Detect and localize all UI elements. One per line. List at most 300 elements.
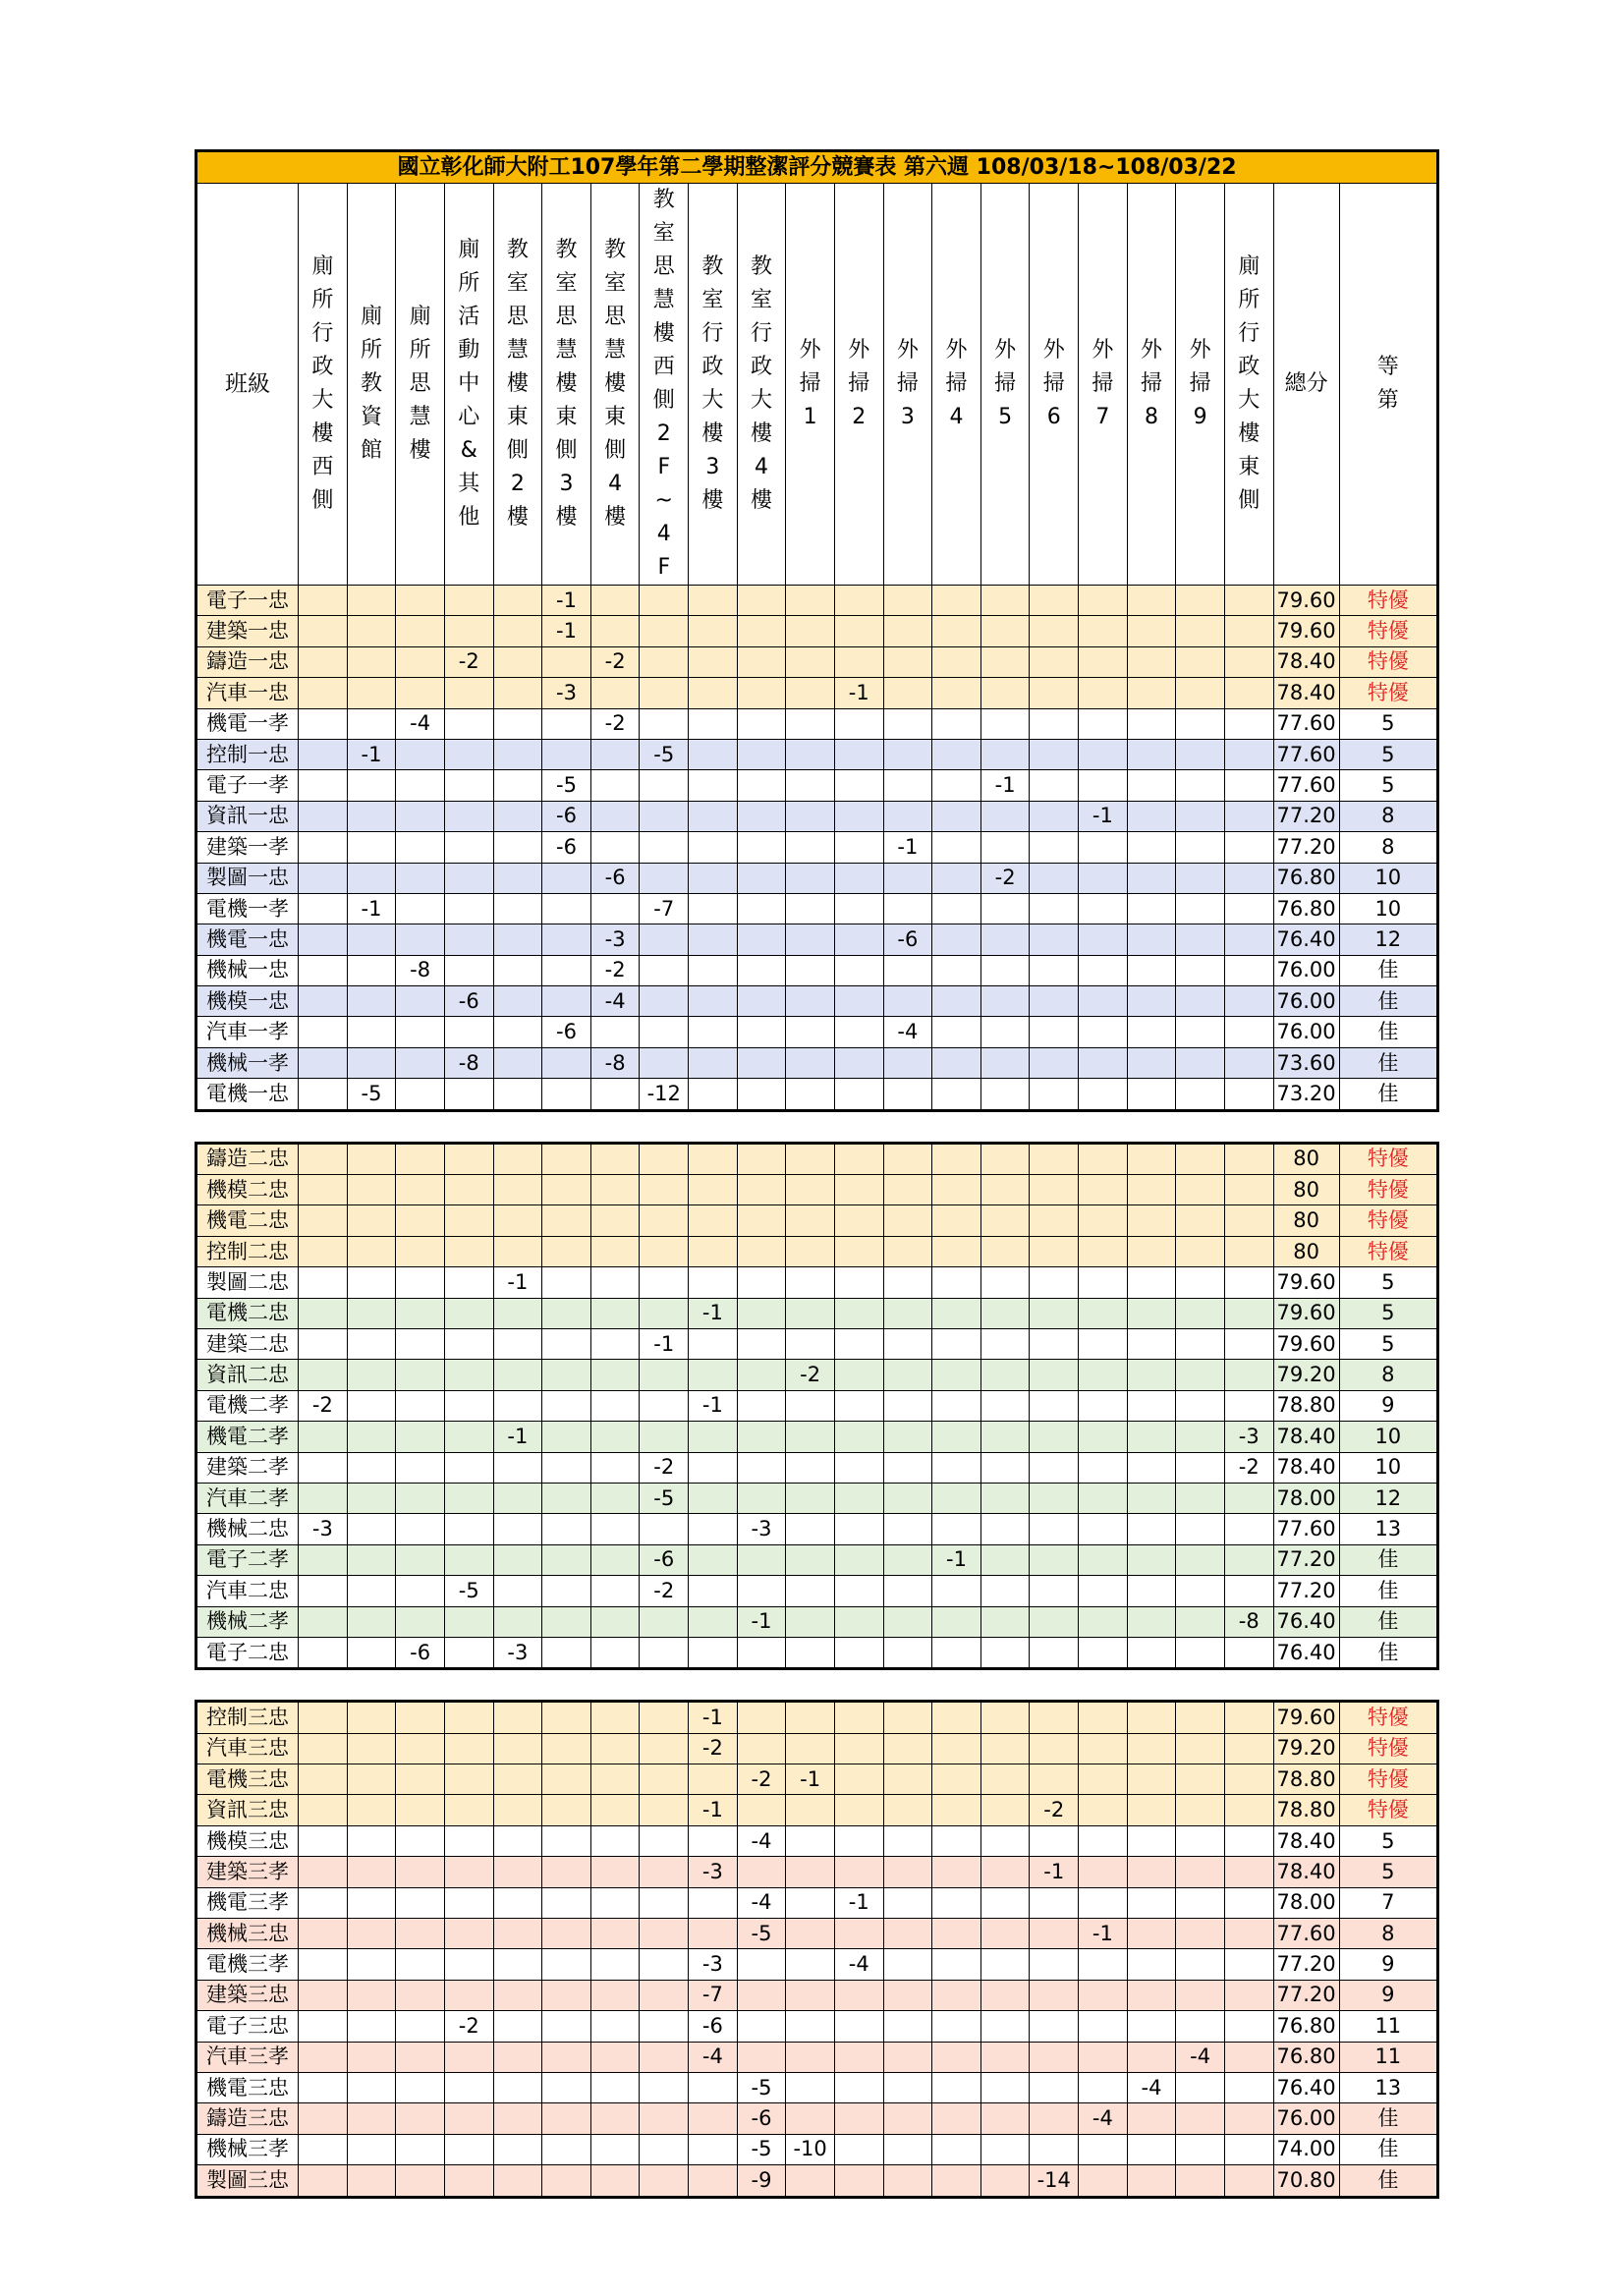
table-row xyxy=(196,1390,1438,1421)
deduction-cell xyxy=(980,1328,1030,1359)
deduction-cell xyxy=(542,1795,591,1825)
deduction-cell xyxy=(590,1298,640,1328)
deduction-cell xyxy=(542,739,591,769)
deduction-cell: -1 xyxy=(932,1544,981,1575)
deduction-cell xyxy=(883,1205,932,1236)
deduction-cell xyxy=(689,1047,738,1078)
deduction-cell xyxy=(786,1637,835,1668)
table-row xyxy=(196,2042,1438,2072)
deduction-cell xyxy=(689,1422,738,1452)
deduction-cell xyxy=(786,1857,835,1887)
deduction-cell: -6 xyxy=(737,2103,786,2134)
deduction-cell xyxy=(640,678,689,708)
deduction-cell xyxy=(493,616,542,646)
deduction-cell xyxy=(640,708,689,739)
deduction-cell xyxy=(493,1236,542,1266)
deduction-cell xyxy=(1079,708,1128,739)
table-row xyxy=(196,832,1438,863)
class-name-cell: 建築一孝 xyxy=(196,832,299,863)
deduction-cell xyxy=(1176,2072,1225,2102)
deduction-cell xyxy=(737,1980,786,2010)
deduction-cell: -2 xyxy=(444,646,493,677)
deduction-cell xyxy=(980,1576,1030,1606)
deduction-cell: -4 xyxy=(1176,2042,1225,2072)
deduction-cell xyxy=(299,1980,348,2010)
deduction-cell xyxy=(493,1825,542,1856)
deduction-cell xyxy=(347,1576,396,1606)
deduction-cell xyxy=(980,2165,1030,2197)
deduction-cell xyxy=(689,1764,738,1795)
deduction-cell xyxy=(640,863,689,893)
deduction-cell xyxy=(1224,646,1273,677)
deduction-cell xyxy=(1224,1702,1273,1733)
deduction-cell xyxy=(590,616,640,646)
deduction-cell xyxy=(542,646,591,677)
deduction-cell xyxy=(1079,1360,1128,1390)
deduction-cell xyxy=(786,832,835,863)
deduction-cell xyxy=(396,1887,445,1918)
deduction-cell xyxy=(737,986,786,1017)
deduction-cell xyxy=(786,1825,835,1856)
deduction-cell xyxy=(1079,770,1128,801)
deduction-cell xyxy=(347,1857,396,1887)
total-cell: 80 xyxy=(1273,1205,1339,1236)
deduction-cell xyxy=(1176,1606,1225,1637)
table-row xyxy=(196,1017,1438,1047)
deduction-cell xyxy=(493,1205,542,1236)
total-cell: 78.80 xyxy=(1273,1390,1339,1421)
deduction-cell xyxy=(786,1887,835,1918)
deduction-cell xyxy=(883,739,932,769)
deduction-cell xyxy=(493,1514,542,1544)
deduction-cell xyxy=(396,1764,445,1795)
deduction-cell xyxy=(834,924,883,955)
deduction-cell xyxy=(347,616,396,646)
deduction-cell xyxy=(1224,1733,1273,1764)
table-row xyxy=(196,893,1438,924)
deduction-cell: -1 xyxy=(493,1422,542,1452)
deduction-cell xyxy=(1224,616,1273,646)
deduction-cell: -8 xyxy=(590,1047,640,1078)
deduction-cell xyxy=(1176,1298,1225,1328)
deduction-cell xyxy=(1079,2072,1128,2102)
deduction-cell: -2 xyxy=(786,1360,835,1390)
deduction-cell xyxy=(347,708,396,739)
rank-cell: 特優 xyxy=(1339,1764,1437,1795)
header-row xyxy=(196,184,1438,586)
deduction-cell xyxy=(980,1079,1030,1110)
total-cell: 78.40 xyxy=(1273,1422,1339,1452)
deduction-cell xyxy=(347,1175,396,1205)
deduction-cell xyxy=(1030,1328,1079,1359)
deduction-cell xyxy=(1079,1175,1128,1205)
deduction-cell xyxy=(737,1576,786,1606)
column-header xyxy=(1030,184,1079,586)
deduction-cell xyxy=(980,1143,1030,1174)
deduction-cell xyxy=(347,1236,396,1266)
table-row xyxy=(196,586,1438,616)
deduction-cell xyxy=(980,1236,1030,1266)
deduction-cell xyxy=(493,1079,542,1110)
deduction-cell xyxy=(299,2072,348,2102)
table-row xyxy=(196,678,1438,708)
deduction-cell xyxy=(590,1017,640,1047)
deduction-cell xyxy=(1127,832,1176,863)
deduction-cell xyxy=(883,1047,932,1078)
table-row xyxy=(196,801,1438,831)
deduction-cell xyxy=(1176,1143,1225,1174)
deduction-cell xyxy=(834,646,883,677)
deduction-cell xyxy=(640,924,689,955)
total-cell: 78.80 xyxy=(1273,1795,1339,1825)
deduction-cell xyxy=(1176,1047,1225,1078)
deduction-cell xyxy=(1224,1764,1273,1795)
deduction-cell xyxy=(980,1267,1030,1298)
deduction-cell xyxy=(980,1205,1030,1236)
deduction-cell xyxy=(786,893,835,924)
deduction-cell xyxy=(1030,1452,1079,1483)
deduction-cell xyxy=(1127,1544,1176,1575)
deduction-cell xyxy=(347,1328,396,1359)
deduction-cell xyxy=(396,2103,445,2134)
deduction-cell xyxy=(1176,616,1225,646)
deduction-cell xyxy=(1176,2103,1225,2134)
rank-cell: 10 xyxy=(1339,863,1437,893)
deduction-cell xyxy=(299,1544,348,1575)
deduction-cell xyxy=(932,1576,981,1606)
deduction-cell xyxy=(1224,739,1273,769)
deduction-cell xyxy=(980,2042,1030,2072)
deduction-cell xyxy=(980,1949,1030,1980)
class-name-cell: 製圖三忠 xyxy=(196,2165,299,2197)
deduction-cell xyxy=(396,1298,445,1328)
column-header xyxy=(689,184,738,586)
deduction-cell xyxy=(932,2165,981,2197)
deduction-cell xyxy=(834,1079,883,1110)
column-header-label: 教室思慧樓西側2F~4F xyxy=(652,188,675,580)
deduction-cell: -5 xyxy=(640,1483,689,1513)
deduction-cell xyxy=(640,1825,689,1856)
deduction-cell xyxy=(396,863,445,893)
table-row xyxy=(196,2134,1438,2164)
deduction-cell: -2 xyxy=(689,1733,738,1764)
column-header-label: 外掃9 xyxy=(1189,338,1211,429)
deduction-cell xyxy=(299,1143,348,1174)
deduction-cell xyxy=(590,1360,640,1390)
deduction-cell xyxy=(834,1919,883,1949)
deduction-cell xyxy=(883,1857,932,1887)
deduction-cell xyxy=(737,1544,786,1575)
deduction-cell xyxy=(347,863,396,893)
deduction-cell xyxy=(347,1544,396,1575)
deduction-cell xyxy=(737,1452,786,1483)
deduction-cell xyxy=(834,1857,883,1887)
deduction-cell xyxy=(542,1576,591,1606)
column-header-label: 廁所行政大樓東側 xyxy=(1238,254,1260,513)
deduction-cell xyxy=(299,2165,348,2197)
deduction-cell xyxy=(834,986,883,1017)
deduction-cell xyxy=(542,1422,591,1452)
deduction-cell xyxy=(1030,2042,1079,2072)
deduction-cell xyxy=(1224,2011,1273,2042)
deduction-cell xyxy=(493,924,542,955)
deduction-cell xyxy=(1176,1422,1225,1452)
deduction-cell xyxy=(883,678,932,708)
deduction-cell xyxy=(1176,2134,1225,2164)
deduction-cell xyxy=(396,616,445,646)
deduction-cell xyxy=(834,1047,883,1078)
deduction-cell xyxy=(932,1298,981,1328)
deduction-cell xyxy=(932,2042,981,2072)
column-header xyxy=(737,184,786,586)
deduction-cell xyxy=(590,586,640,616)
deduction-cell xyxy=(1127,2103,1176,2134)
deduction-cell xyxy=(1079,1390,1128,1421)
deduction-cell xyxy=(980,893,1030,924)
deduction-cell xyxy=(689,646,738,677)
deduction-cell xyxy=(689,1576,738,1606)
deduction-cell xyxy=(1079,1606,1128,1637)
deduction-cell xyxy=(834,1795,883,1825)
deduction-cell xyxy=(883,1452,932,1483)
deduction-cell xyxy=(1176,586,1225,616)
deduction-cell xyxy=(444,1637,493,1668)
deduction-cell xyxy=(932,801,981,831)
total-cell: 76.80 xyxy=(1273,893,1339,924)
deduction-cell xyxy=(883,1733,932,1764)
deduction-cell xyxy=(1127,1702,1176,1733)
deduction-cell xyxy=(689,2165,738,2197)
table-row xyxy=(196,1175,1438,1205)
deduction-cell xyxy=(737,1267,786,1298)
deduction-cell xyxy=(493,2072,542,2102)
column-header xyxy=(347,184,396,586)
deduction-cell xyxy=(493,832,542,863)
deduction-cell xyxy=(834,739,883,769)
column-header-label: 廁所活動中心&其他 xyxy=(458,238,480,530)
class-name-cell: 建築三孝 xyxy=(196,1857,299,1887)
deduction-cell xyxy=(590,801,640,831)
deduction-cell xyxy=(737,832,786,863)
deduction-cell xyxy=(1030,1764,1079,1795)
deduction-cell xyxy=(1224,678,1273,708)
deduction-cell xyxy=(493,1360,542,1390)
deduction-cell xyxy=(396,1514,445,1544)
deduction-cell xyxy=(883,1576,932,1606)
deduction-cell xyxy=(1176,1267,1225,1298)
deduction-cell xyxy=(834,1422,883,1452)
deduction-cell xyxy=(932,1483,981,1513)
deduction-cell xyxy=(883,2011,932,2042)
deduction-cell: -6 xyxy=(542,1017,591,1047)
deduction-cell xyxy=(493,1606,542,1637)
deduction-cell xyxy=(590,2134,640,2164)
deduction-cell xyxy=(444,1795,493,1825)
deduction-cell xyxy=(493,1919,542,1949)
deduction-cell xyxy=(299,801,348,831)
deduction-cell xyxy=(396,1236,445,1266)
deduction-cell xyxy=(932,2134,981,2164)
deduction-cell xyxy=(640,801,689,831)
class-name-cell: 建築三忠 xyxy=(196,1980,299,2010)
deduction-cell xyxy=(689,863,738,893)
deduction-cell: -5 xyxy=(737,1919,786,1949)
deduction-cell xyxy=(640,1514,689,1544)
deduction-cell xyxy=(1176,739,1225,769)
deduction-cell xyxy=(444,586,493,616)
deduction-cell xyxy=(786,1733,835,1764)
deduction-cell: -3 xyxy=(590,924,640,955)
deduction-cell xyxy=(932,1017,981,1047)
deduction-cell xyxy=(1176,1980,1225,2010)
class-name-cell: 電機二忠 xyxy=(196,1298,299,1328)
deduction-cell xyxy=(493,1175,542,1205)
deduction-cell xyxy=(689,2072,738,2102)
deduction-cell xyxy=(640,2042,689,2072)
class-name-cell: 製圖二忠 xyxy=(196,1267,299,1298)
deduction-cell xyxy=(689,1175,738,1205)
deduction-cell xyxy=(883,1919,932,1949)
deduction-cell xyxy=(980,1857,1030,1887)
deduction-cell xyxy=(444,1236,493,1266)
deduction-cell xyxy=(980,678,1030,708)
class-name-cell: 建築二忠 xyxy=(196,1328,299,1359)
deduction-cell xyxy=(1079,1452,1128,1483)
deduction-cell xyxy=(1030,1267,1079,1298)
deduction-cell xyxy=(542,1825,591,1856)
deduction-cell xyxy=(1030,1733,1079,1764)
deduction-cell xyxy=(1176,770,1225,801)
table-row xyxy=(196,1422,1438,1452)
deduction-cell xyxy=(980,924,1030,955)
deduction-cell xyxy=(1030,586,1079,616)
deduction-cell xyxy=(640,2165,689,2197)
rank-cell: 12 xyxy=(1339,1483,1437,1513)
deduction-cell xyxy=(980,1047,1030,1078)
deduction-cell xyxy=(689,1205,738,1236)
deduction-cell: -1 xyxy=(347,739,396,769)
deduction-cell xyxy=(1030,924,1079,955)
class-name-cell: 製圖一忠 xyxy=(196,863,299,893)
deduction-cell xyxy=(1127,1047,1176,1078)
deduction-cell xyxy=(396,1949,445,1980)
class-name-cell: 電機三孝 xyxy=(196,1949,299,1980)
deduction-cell xyxy=(493,1047,542,1078)
deduction-cell xyxy=(1224,893,1273,924)
deduction-cell xyxy=(1176,1079,1225,1110)
deduction-cell xyxy=(347,832,396,863)
class-name-cell: 機械三孝 xyxy=(196,2134,299,2164)
deduction-cell xyxy=(1079,1949,1128,1980)
deduction-cell xyxy=(786,1795,835,1825)
deduction-cell xyxy=(1224,1047,1273,1078)
deduction-cell xyxy=(1127,708,1176,739)
sheet-title: 國立彰化師大附工107學年第二學期整潔評分競賽表 第六週 108/03/18~108/03/22 xyxy=(196,151,1438,184)
deduction-cell xyxy=(932,1452,981,1483)
deduction-cell xyxy=(542,1949,591,1980)
deduction-cell xyxy=(1079,2042,1128,2072)
deduction-cell xyxy=(493,708,542,739)
deduction-cell: -1 xyxy=(1079,1919,1128,1949)
deduction-cell xyxy=(347,801,396,831)
deduction-cell xyxy=(786,2011,835,2042)
deduction-cell xyxy=(1127,1733,1176,1764)
deduction-cell xyxy=(396,1360,445,1390)
deduction-cell xyxy=(347,955,396,985)
rank-cell: 特優 xyxy=(1339,586,1437,616)
deduction-cell xyxy=(396,1544,445,1575)
deduction-cell xyxy=(1079,739,1128,769)
deduction-cell xyxy=(347,1017,396,1047)
deduction-cell xyxy=(1176,1205,1225,1236)
deduction-cell xyxy=(640,955,689,985)
deduction-cell xyxy=(932,1919,981,1949)
deduction-cell xyxy=(1127,1857,1176,1887)
deduction-cell xyxy=(444,2072,493,2102)
deduction-cell xyxy=(1176,863,1225,893)
deduction-cell xyxy=(347,1733,396,1764)
deduction-cell xyxy=(1224,1328,1273,1359)
deduction-cell xyxy=(493,1764,542,1795)
deduction-cell xyxy=(396,1267,445,1298)
class-header: 班級 xyxy=(196,184,299,586)
deduction-cell xyxy=(590,1390,640,1421)
rank-cell: 5 xyxy=(1339,1298,1437,1328)
deduction-cell xyxy=(1079,1079,1128,1110)
deduction-cell xyxy=(1030,1298,1079,1328)
deduction-cell xyxy=(590,1079,640,1110)
deduction-cell xyxy=(1030,1205,1079,1236)
deduction-cell: -8 xyxy=(1224,1606,1273,1637)
deduction-cell xyxy=(299,646,348,677)
class-name-cell: 資訊二忠 xyxy=(196,1360,299,1390)
deduction-cell xyxy=(347,1514,396,1544)
deduction-cell: -2 xyxy=(640,1452,689,1483)
deduction-cell xyxy=(883,708,932,739)
total-cell: 76.40 xyxy=(1273,1606,1339,1637)
rank-cell: 8 xyxy=(1339,832,1437,863)
deduction-cell xyxy=(689,1143,738,1174)
deduction-cell xyxy=(737,1079,786,1110)
deduction-cell xyxy=(444,1298,493,1328)
deduction-cell xyxy=(640,1949,689,1980)
deduction-cell xyxy=(932,739,981,769)
class-name-cell: 電子二忠 xyxy=(196,1637,299,1668)
deduction-cell xyxy=(590,1764,640,1795)
deduction-cell xyxy=(1176,1483,1225,1513)
deduction-cell xyxy=(396,1980,445,2010)
column-header xyxy=(834,184,883,586)
deduction-cell xyxy=(689,1514,738,1544)
rank-cell: 5 xyxy=(1339,1267,1437,1298)
deduction-cell xyxy=(1127,1452,1176,1483)
column-header-label: 外掃1 xyxy=(799,338,821,429)
deduction-cell xyxy=(737,1390,786,1421)
deduction-cell xyxy=(834,1980,883,2010)
deduction-cell: -1 xyxy=(542,616,591,646)
deduction-cell xyxy=(493,955,542,985)
deduction-cell xyxy=(590,1236,640,1266)
class-name-cell: 機電二忠 xyxy=(196,1205,299,1236)
deduction-cell xyxy=(1079,1047,1128,1078)
deduction-cell: -2 xyxy=(299,1390,348,1421)
deduction-cell xyxy=(1079,616,1128,646)
class-name-cell: 機械一孝 xyxy=(196,1047,299,1078)
deduction-cell xyxy=(590,1544,640,1575)
deduction-cell xyxy=(883,1980,932,2010)
deduction-cell xyxy=(689,739,738,769)
deduction-cell xyxy=(1224,1825,1273,1856)
